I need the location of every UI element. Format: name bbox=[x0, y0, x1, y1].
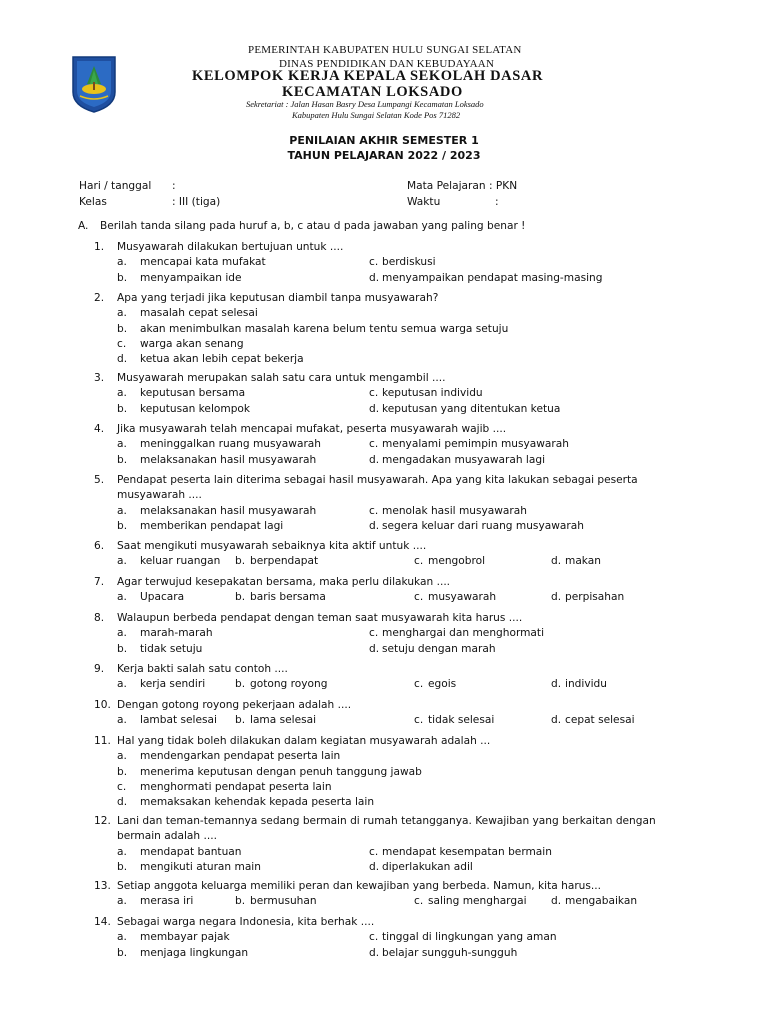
option-letter: b. bbox=[117, 453, 128, 466]
option-text: menerima keputusan dengan penuh tanggung jawab bbox=[140, 765, 422, 778]
kelas-value: : III (tiga) bbox=[172, 196, 221, 208]
option-text: kerja sendiri bbox=[140, 678, 206, 691]
question-number: 14. bbox=[94, 916, 111, 928]
option-text: tidak selesai bbox=[428, 714, 495, 727]
option-text: lama selesai bbox=[250, 714, 317, 727]
option-letter: b. bbox=[117, 765, 128, 778]
option-text: keputusan yang ditentukan ketua bbox=[382, 402, 561, 415]
regency-logo bbox=[70, 54, 118, 114]
option-letter: d. bbox=[369, 453, 380, 466]
option-text: setuju dengan marah bbox=[382, 642, 496, 655]
mapel: Mata Pelajaran : PKN bbox=[407, 180, 518, 192]
option-text: memberikan pendapat lagi bbox=[140, 519, 284, 532]
option-text: keputusan bersama bbox=[140, 387, 246, 400]
option-text: saling menghargai bbox=[428, 895, 527, 908]
question-number: 4. bbox=[94, 423, 105, 435]
option-letter: d. bbox=[369, 519, 380, 532]
option-letter: b. bbox=[235, 714, 246, 727]
option-text: ketua akan lebih cepat bekerja bbox=[140, 353, 304, 366]
option-text: marah-marah bbox=[140, 627, 213, 640]
question-number: 8. bbox=[94, 612, 105, 624]
option-letter: b. bbox=[117, 271, 128, 284]
question-text: Pendapat peserta lain diterima sebagai hasil musyawarah. Apa yang kita lakukan sebagai peserta bbox=[117, 474, 638, 486]
option-text: cepat selesai bbox=[565, 714, 635, 727]
header-address-2: Kabupaten Hulu Sungai Selatan Kode Pos 71282 bbox=[292, 110, 461, 120]
option-letter: c. bbox=[369, 438, 379, 451]
option-text: membayar pajak bbox=[140, 931, 230, 944]
option-letter: a. bbox=[117, 387, 127, 400]
option-letter: d. bbox=[369, 946, 380, 959]
option-letter: c. bbox=[369, 387, 379, 400]
hari-label: Hari / tanggal bbox=[79, 180, 152, 192]
option-text: akan menimbulkan masalah karena belum tentu semua warga setuju bbox=[140, 322, 509, 335]
question-number: 2. bbox=[94, 292, 105, 304]
option-letter: c. bbox=[414, 895, 424, 908]
option-letter: d. bbox=[551, 714, 562, 727]
option-letter: c. bbox=[414, 714, 424, 727]
option-text: mengikuti aturan main bbox=[140, 860, 261, 873]
question-text: Saat mengikuti musyawarah sebaiknya kita aktif untuk .... bbox=[117, 540, 427, 552]
option-text: merasa iri bbox=[140, 895, 194, 908]
option-letter: a. bbox=[117, 678, 127, 691]
header-line-2: DINAS PENDIDIKAN DAN KEBUDAYAAN bbox=[279, 58, 495, 70]
option-text: menjaga lingkungan bbox=[140, 946, 249, 959]
question-number: 7. bbox=[94, 576, 105, 588]
option-letter: a. bbox=[117, 895, 127, 908]
option-text: musyawarah bbox=[428, 591, 497, 604]
option-letter: d. bbox=[369, 642, 380, 655]
option-letter: b. bbox=[235, 678, 246, 691]
option-text: masalah cepat selesai bbox=[140, 307, 258, 320]
option-letter: a. bbox=[117, 714, 127, 727]
option-text: perpisahan bbox=[565, 591, 625, 604]
question-number: 5. bbox=[94, 474, 105, 486]
option-letter: c. bbox=[369, 931, 379, 944]
exam-title: PENILAIAN AKHIR SEMESTER 1 bbox=[289, 134, 479, 147]
option-text: egois bbox=[428, 678, 457, 691]
option-letter: a. bbox=[117, 627, 127, 640]
question-number: 10. bbox=[94, 699, 111, 711]
waktu-label: Waktu bbox=[407, 196, 441, 208]
option-text: melaksanakan hasil musyawarah bbox=[140, 453, 317, 466]
option-letter: a. bbox=[117, 256, 127, 269]
question-text-continued: musyawarah .... bbox=[117, 489, 202, 502]
option-letter: b. bbox=[235, 555, 246, 568]
question-text: Setiap anggota keluarga memiliki peran dan kewajiban yang berbeda. Namun, kita harus... bbox=[117, 880, 602, 892]
option-letter: c. bbox=[414, 591, 424, 604]
option-text: menghormati pendapat peserta lain bbox=[140, 780, 332, 793]
option-text: segera keluar dari ruang musyawarah bbox=[382, 519, 584, 532]
header-line-4: KECAMATAN LOKSADO bbox=[282, 84, 463, 100]
question-text: Dengan gotong royong pekerjaan adalah .... bbox=[117, 699, 352, 711]
exam-year: TAHUN PELAJARAN 2022 / 2023 bbox=[287, 149, 481, 162]
option-text: gotong royong bbox=[250, 678, 328, 691]
option-letter: b. bbox=[235, 591, 246, 604]
option-text: mendapat bantuan bbox=[140, 845, 242, 858]
question-number: 12. bbox=[94, 815, 111, 827]
question-number: 6. bbox=[94, 540, 105, 552]
option-letter: c. bbox=[369, 256, 379, 269]
option-text: berpendapat bbox=[250, 555, 319, 568]
question-text: Musyawarah merupakan salah satu cara untuk mengambil .... bbox=[117, 372, 446, 384]
option-letter: b. bbox=[117, 860, 128, 873]
option-letter: d. bbox=[117, 796, 128, 809]
option-letter: b. bbox=[117, 519, 128, 532]
question-text: Kerja bakti salah satu contoh .... bbox=[117, 663, 288, 675]
option-letter: b. bbox=[117, 946, 128, 959]
option-letter: c. bbox=[117, 780, 127, 793]
option-text: meninggalkan ruang musyawarah bbox=[140, 438, 322, 451]
question-number: 11. bbox=[94, 735, 111, 747]
option-letter: d. bbox=[551, 591, 562, 604]
option-text: melaksanakan hasil musyawarah bbox=[140, 504, 317, 517]
header-address-1: Sekretariat : Jalan Hasan Basry Desa Lumpangi Kecamatan Loksado bbox=[246, 99, 484, 109]
option-letter: c. bbox=[369, 845, 379, 858]
option-text: makan bbox=[565, 555, 601, 568]
option-letter: a. bbox=[117, 307, 127, 320]
option-letter: c. bbox=[369, 504, 379, 517]
option-text: mengabaikan bbox=[565, 895, 638, 908]
question-text: Sebagai warga negara Indonesia, kita berhak .... bbox=[117, 916, 375, 928]
question-number: 3. bbox=[94, 372, 105, 384]
option-text: menyalami pemimpin musyawarah bbox=[382, 438, 569, 451]
question-text: Apa yang terjadi jika keputusan diambil tanpa musyawarah? bbox=[117, 292, 439, 304]
section-letter: A. bbox=[78, 220, 89, 232]
option-text: tinggal di lingkungan yang aman bbox=[382, 931, 557, 944]
option-letter: a. bbox=[117, 750, 127, 763]
option-letter: a. bbox=[117, 931, 127, 944]
option-text: mendengarkan pendapat peserta lain bbox=[140, 750, 341, 763]
option-letter: d. bbox=[551, 678, 562, 691]
option-text: keputusan kelompok bbox=[140, 402, 251, 415]
section-instruction: Berilah tanda silang pada huruf a, b, c atau d pada jawaban yang paling benar ! bbox=[100, 220, 526, 232]
option-text: lambat selesai bbox=[140, 714, 217, 727]
hari-colon: : bbox=[172, 180, 176, 192]
question-text: Jika musyawarah telah mencapai mufakat, peserta musyawarah wajib .... bbox=[117, 423, 507, 435]
option-letter: a. bbox=[117, 504, 127, 517]
header-line-1: PEMERINTAH KABUPATEN HULU SUNGAI SELATAN bbox=[248, 44, 522, 56]
question-number: 13. bbox=[94, 880, 111, 892]
option-text: bermusuhan bbox=[250, 895, 317, 908]
option-text: berdiskusi bbox=[382, 256, 436, 269]
option-letter: d. bbox=[117, 353, 128, 366]
option-letter: a. bbox=[117, 591, 127, 604]
option-letter: a. bbox=[117, 438, 127, 451]
question-number: 1. bbox=[94, 241, 105, 253]
option-text: menghargai dan menghormati bbox=[382, 627, 545, 640]
option-text: menolak hasil musyawarah bbox=[382, 504, 527, 517]
question-text: Musyawarah dilakukan bertujuan untuk .... bbox=[117, 241, 344, 253]
option-letter: c. bbox=[414, 555, 424, 568]
option-letter: d. bbox=[551, 895, 562, 908]
option-text: memaksakan kehendak kepada peserta lain bbox=[140, 796, 375, 809]
option-text: baris bersama bbox=[250, 591, 326, 604]
option-letter: d. bbox=[369, 271, 380, 284]
option-text: mendapat kesempatan bermain bbox=[382, 845, 552, 858]
question-text: Hal yang tidak boleh dilakukan dalam kegiatan musyawarah adalah ... bbox=[117, 735, 491, 747]
option-text: mengadakan musyawarah lagi bbox=[382, 453, 546, 466]
option-text: mengobrol bbox=[428, 555, 486, 568]
option-text: mencapai kata mufakat bbox=[140, 256, 266, 269]
option-letter: a. bbox=[117, 555, 127, 568]
option-text: warga akan senang bbox=[140, 337, 244, 350]
option-letter: b. bbox=[117, 402, 128, 415]
option-letter: b. bbox=[235, 895, 246, 908]
option-text: belajar sungguh-sungguh bbox=[382, 946, 518, 959]
option-text: keluar ruangan bbox=[140, 555, 221, 568]
option-text: diperlakukan adil bbox=[382, 860, 473, 873]
option-letter: c. bbox=[414, 678, 424, 691]
option-text: keputusan individu bbox=[382, 387, 483, 400]
question-number: 9. bbox=[94, 663, 105, 675]
question-text: Agar terwujud kesepakatan bersama, maka perlu dilakukan .... bbox=[117, 576, 451, 588]
question-text: Walaupun berbeda pendapat dengan teman saat musyawarah kita harus .... bbox=[117, 612, 523, 624]
waktu-colon: : bbox=[495, 196, 499, 208]
option-letter: c. bbox=[369, 627, 379, 640]
option-letter: d. bbox=[369, 860, 380, 873]
option-letter: d. bbox=[369, 402, 380, 415]
option-letter: b. bbox=[117, 642, 128, 655]
option-letter: b. bbox=[117, 322, 128, 335]
question-text-continued: bermain adalah .... bbox=[117, 830, 217, 843]
kelas-label: Kelas bbox=[79, 196, 107, 208]
option-text: menyampaikan ide bbox=[140, 271, 242, 284]
option-text: Upacara bbox=[140, 591, 185, 604]
option-letter: d. bbox=[551, 555, 562, 568]
option-text: menyampaikan pendapat masing-masing bbox=[382, 271, 603, 284]
option-letter: a. bbox=[117, 845, 127, 858]
option-text: individu bbox=[565, 678, 607, 691]
header-line-3: KELOMPOK KERJA KEPALA SEKOLAH DASAR bbox=[192, 68, 544, 84]
question-text: Lani dan teman-temannya sedang bermain di rumah tetangganya. Kewajiban yang berkaitan dengan bbox=[117, 815, 656, 827]
option-letter: c. bbox=[117, 337, 127, 350]
option-text: tidak setuju bbox=[140, 642, 203, 655]
